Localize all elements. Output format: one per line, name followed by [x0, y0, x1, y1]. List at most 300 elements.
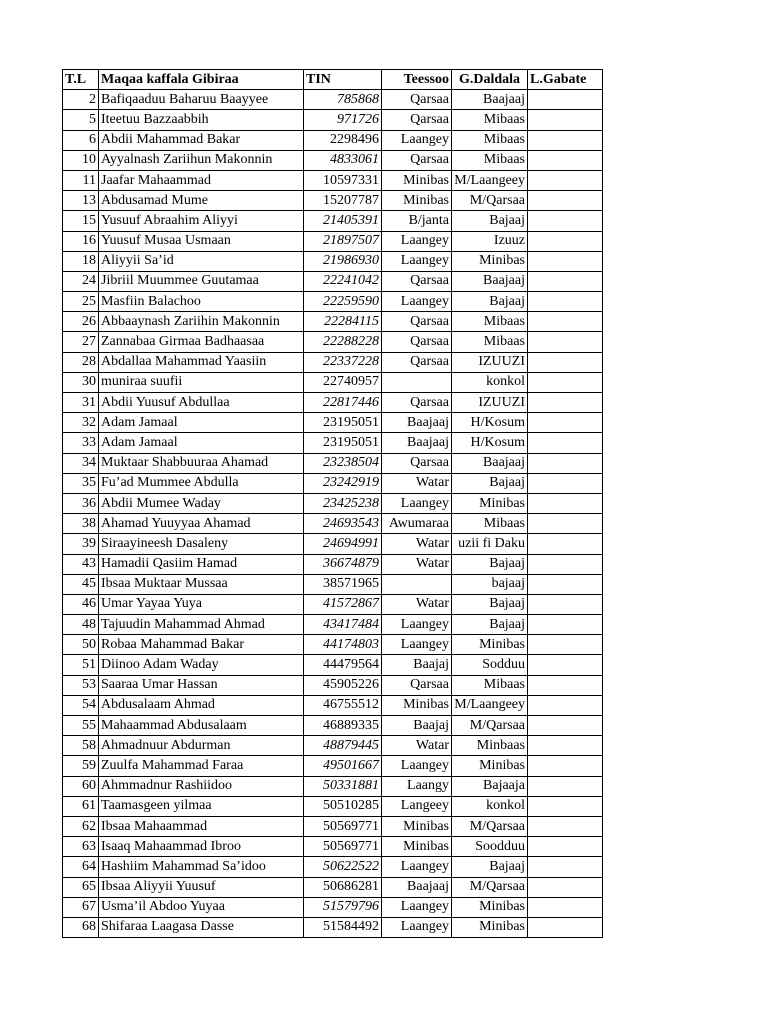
cell-gdaldala: M/Laangeey	[452, 695, 528, 715]
cell-teessoo: Qarsaa	[382, 150, 452, 170]
table-row	[63, 251, 603, 271]
cell-tl: 63	[63, 837, 99, 857]
table-row	[63, 675, 603, 695]
table-row	[63, 231, 603, 251]
table-row	[63, 433, 603, 453]
cell-lgabate	[528, 554, 603, 574]
table-row	[63, 150, 603, 170]
cell-teessoo: Baajaaj	[382, 413, 452, 433]
cell-name: Yusuuf Abraahim Aliyyi	[99, 211, 304, 231]
cell-tin: 22284115	[304, 312, 382, 332]
cell-gdaldala: Mibaas	[452, 675, 528, 695]
cell-lgabate	[528, 211, 603, 231]
cell-gdaldala: IZUUZI	[452, 352, 528, 372]
cell-teessoo: Qarsaa	[382, 271, 452, 291]
cell-tin: 23195051	[304, 413, 382, 433]
cell-teessoo: Laangey	[382, 615, 452, 635]
cell-tin: 21405391	[304, 211, 382, 231]
cell-gdaldala: Mibaas	[452, 312, 528, 332]
cell-tin: 51584492	[304, 917, 382, 937]
cell-name: Ibsaa Aliyyii Yuusuf	[99, 877, 304, 897]
cell-teessoo: Langeey	[382, 796, 452, 816]
cell-gdaldala: M/Qarsaa	[452, 816, 528, 836]
cell-gdaldala: Minibas	[452, 897, 528, 917]
cell-gdaldala: Minibas	[452, 917, 528, 937]
cell-teessoo: Laangey	[382, 130, 452, 150]
cell-teessoo: Baajaaj	[382, 433, 452, 453]
table-row	[63, 393, 603, 413]
table-row	[63, 776, 603, 796]
cell-tin: 49501667	[304, 756, 382, 776]
cell-name: Aliyyii Sa’id	[99, 251, 304, 271]
cell-gdaldala: konkol	[452, 796, 528, 816]
cell-tl: 34	[63, 453, 99, 473]
cell-teessoo: Minibas	[382, 695, 452, 715]
cell-gdaldala: Sodduu	[452, 655, 528, 675]
cell-tl: 6	[63, 130, 99, 150]
cell-tin: 22259590	[304, 292, 382, 312]
cell-tin: 38571965	[304, 574, 382, 594]
cell-tin: 10597331	[304, 170, 382, 190]
cell-tin: 22241042	[304, 271, 382, 291]
cell-tin: 50331881	[304, 776, 382, 796]
cell-tin: 971726	[304, 110, 382, 130]
cell-lgabate	[528, 251, 603, 271]
cell-lgabate	[528, 170, 603, 190]
table-row	[63, 90, 603, 110]
cell-teessoo: Laangey	[382, 251, 452, 271]
cell-teessoo: Minibas	[382, 837, 452, 857]
cell-name: Fu’ad Mummee Abdulla	[99, 473, 304, 493]
cell-teessoo: Laangey	[382, 635, 452, 655]
cell-tl: 15	[63, 211, 99, 231]
cell-tin: 44479564	[304, 655, 382, 675]
cell-tl: 54	[63, 695, 99, 715]
cell-lgabate	[528, 493, 603, 513]
table-row	[63, 473, 603, 493]
cell-tin: 50569771	[304, 837, 382, 857]
cell-gdaldala: Baajaaj	[452, 271, 528, 291]
cell-tin: 44174803	[304, 635, 382, 655]
cell-lgabate	[528, 917, 603, 937]
cell-teessoo: Watar	[382, 736, 452, 756]
cell-lgabate	[528, 675, 603, 695]
table-row	[63, 352, 603, 372]
cell-teessoo: Qarsaa	[382, 393, 452, 413]
header-name: Maqaa kaffala Gibiraa	[99, 70, 304, 90]
cell-gdaldala: H/Kosum	[452, 433, 528, 453]
cell-teessoo: Minibas	[382, 816, 452, 836]
table-row	[63, 534, 603, 554]
table-row	[63, 574, 603, 594]
cell-tin: 46755512	[304, 695, 382, 715]
cell-tl: 51	[63, 655, 99, 675]
cell-tin: 15207787	[304, 191, 382, 211]
cell-teessoo: Laangy	[382, 776, 452, 796]
table-row	[63, 110, 603, 130]
cell-tl: 46	[63, 594, 99, 614]
cell-lgabate	[528, 877, 603, 897]
cell-gdaldala: Bajaaj	[452, 292, 528, 312]
cell-lgabate	[528, 352, 603, 372]
table-row	[63, 271, 603, 291]
cell-lgabate	[528, 433, 603, 453]
header-row	[63, 70, 603, 90]
cell-gdaldala: Bajaaj	[452, 615, 528, 635]
cell-tin: 41572867	[304, 594, 382, 614]
cell-lgabate	[528, 615, 603, 635]
table-row	[63, 897, 603, 917]
cell-gdaldala: Izuuz	[452, 231, 528, 251]
header-teessoo: Teessoo	[382, 70, 452, 90]
cell-name: Masfiin Balachoo	[99, 292, 304, 312]
cell-gdaldala: uzii fi Daku	[452, 534, 528, 554]
cell-name: Ibsaa Muktaar Mussaa	[99, 574, 304, 594]
table-row	[63, 312, 603, 332]
cell-tl: 39	[63, 534, 99, 554]
cell-teessoo: Watar	[382, 473, 452, 493]
cell-lgabate	[528, 736, 603, 756]
cell-gdaldala: Bajaaj	[452, 473, 528, 493]
cell-lgabate	[528, 453, 603, 473]
cell-tl: 11	[63, 170, 99, 190]
header-gdaldala: G.Daldala	[452, 70, 528, 90]
cell-tin: 21986930	[304, 251, 382, 271]
cell-tl: 38	[63, 514, 99, 534]
table-row	[63, 877, 603, 897]
cell-tl: 2	[63, 90, 99, 110]
cell-lgabate	[528, 393, 603, 413]
cell-tin: 4833061	[304, 150, 382, 170]
cell-tl: 31	[63, 393, 99, 413]
cell-tin: 50622522	[304, 857, 382, 877]
cell-gdaldala: Bajaaja	[452, 776, 528, 796]
cell-tl: 26	[63, 312, 99, 332]
cell-tl: 25	[63, 292, 99, 312]
cell-gdaldala: M/Qarsaa	[452, 191, 528, 211]
cell-teessoo: Laangey	[382, 897, 452, 917]
cell-tl: 65	[63, 877, 99, 897]
cell-name: Ahmadnuur Abdurman	[99, 736, 304, 756]
cell-gdaldala: Bajaaj	[452, 857, 528, 877]
cell-name: Tajuudin Mahammad Ahmad	[99, 615, 304, 635]
cell-tl: 32	[63, 413, 99, 433]
cell-tl: 28	[63, 352, 99, 372]
cell-name: Ayyalnash Zariihun Makonnin	[99, 150, 304, 170]
cell-teessoo: Qarsaa	[382, 332, 452, 352]
cell-lgabate	[528, 130, 603, 150]
cell-tin: 23242919	[304, 473, 382, 493]
cell-teessoo: Laangey	[382, 756, 452, 776]
cell-teessoo: Laangey	[382, 231, 452, 251]
cell-name: Siraayineesh Dasaleny	[99, 534, 304, 554]
cell-tl: 10	[63, 150, 99, 170]
cell-gdaldala: M/Qarsaa	[452, 716, 528, 736]
cell-name: Adam Jamaal	[99, 433, 304, 453]
cell-gdaldala: Soodduu	[452, 837, 528, 857]
cell-teessoo: Qarsaa	[382, 110, 452, 130]
cell-lgabate	[528, 534, 603, 554]
table-row	[63, 292, 603, 312]
cell-teessoo: Minibas	[382, 170, 452, 190]
cell-tin: 46889335	[304, 716, 382, 736]
cell-name: Isaaq Mahaammad Ibroo	[99, 837, 304, 857]
cell-tl: 68	[63, 917, 99, 937]
cell-name: Robaa Mahammad Bakar	[99, 635, 304, 655]
cell-teessoo: Awumaraa	[382, 514, 452, 534]
table-row	[63, 816, 603, 836]
cell-name: Iteetuu Bazzaabbih	[99, 110, 304, 130]
table-row	[63, 655, 603, 675]
header-lgabate: L.Gabate	[528, 70, 603, 90]
cell-gdaldala: Minibas	[452, 251, 528, 271]
cell-name: Shifaraa Laagasa Dasse	[99, 917, 304, 937]
cell-lgabate	[528, 413, 603, 433]
table-row	[63, 615, 603, 635]
cell-tl: 64	[63, 857, 99, 877]
cell-tin: 22288228	[304, 332, 382, 352]
table-body	[63, 90, 603, 938]
cell-lgabate	[528, 231, 603, 251]
cell-name: Hamadii Qasiim Hamad	[99, 554, 304, 574]
table-row	[63, 917, 603, 937]
cell-name: Hashiim Mahammad Sa’idoo	[99, 857, 304, 877]
cell-lgabate	[528, 756, 603, 776]
cell-tl: 53	[63, 675, 99, 695]
cell-name: Zuulfa Mahammad Faraa	[99, 756, 304, 776]
cell-name: Ahmmadnur Rashiidoo	[99, 776, 304, 796]
cell-lgabate	[528, 857, 603, 877]
cell-tin: 22740957	[304, 372, 382, 392]
cell-gdaldala: Baajaaj	[452, 90, 528, 110]
cell-lgabate	[528, 695, 603, 715]
cell-name: Mahaammad Abdusalaam	[99, 716, 304, 736]
cell-gdaldala: Bajaaj	[452, 554, 528, 574]
cell-lgabate	[528, 473, 603, 493]
cell-gdaldala: Minibas	[452, 493, 528, 513]
table-row	[63, 716, 603, 736]
cell-name: Abdallaa Mahammad Yaasiin	[99, 352, 304, 372]
cell-teessoo	[382, 574, 452, 594]
cell-name: Jaafar Mahaammad	[99, 170, 304, 190]
cell-tin: 50686281	[304, 877, 382, 897]
cell-tin: 43417484	[304, 615, 382, 635]
cell-gdaldala: Mibaas	[452, 514, 528, 534]
cell-name: Taamasgeen yilmaa	[99, 796, 304, 816]
cell-gdaldala: Baajaaj	[452, 453, 528, 473]
cell-lgabate	[528, 90, 603, 110]
cell-teessoo: Qarsaa	[382, 352, 452, 372]
cell-name: Diinoo Adam Waday	[99, 655, 304, 675]
cell-tin: 50510285	[304, 796, 382, 816]
cell-tin: 22337228	[304, 352, 382, 372]
cell-tin: 45905226	[304, 675, 382, 695]
cell-teessoo: B/janta	[382, 211, 452, 231]
cell-name: Ibsaa Mahaammad	[99, 816, 304, 836]
cell-teessoo: Watar	[382, 554, 452, 574]
cell-tin: 48879445	[304, 736, 382, 756]
cell-gdaldala: M/Laangeey	[452, 170, 528, 190]
cell-lgabate	[528, 110, 603, 130]
cell-name: Jibriil Muummee Guutamaa	[99, 271, 304, 291]
cell-tl: 5	[63, 110, 99, 130]
cell-name: Abdusamad Mume	[99, 191, 304, 211]
cell-tl: 36	[63, 493, 99, 513]
cell-tin: 24693543	[304, 514, 382, 534]
table-row	[63, 594, 603, 614]
cell-lgabate	[528, 271, 603, 291]
cell-tin: 22817446	[304, 393, 382, 413]
cell-name: Ahamad Yuuyyaa Ahamad	[99, 514, 304, 534]
cell-gdaldala: Mibaas	[452, 150, 528, 170]
cell-teessoo: Qarsaa	[382, 90, 452, 110]
cell-gdaldala: Bajaaj	[452, 594, 528, 614]
table-row	[63, 372, 603, 392]
cell-name: Zannabaa Girmaa Badhaasaa	[99, 332, 304, 352]
table-row	[63, 413, 603, 433]
table-row	[63, 170, 603, 190]
cell-lgabate	[528, 776, 603, 796]
cell-name: Usma’il Abdoo Yuyaa	[99, 897, 304, 917]
cell-tin: 23425238	[304, 493, 382, 513]
cell-tl: 59	[63, 756, 99, 776]
cell-tin: 23195051	[304, 433, 382, 453]
table-row	[63, 756, 603, 776]
cell-name: Saaraa Umar Hassan	[99, 675, 304, 695]
cell-name: Bafiqaaduu Baharuu Baayyee	[99, 90, 304, 110]
cell-tin: 23238504	[304, 453, 382, 473]
cell-teessoo: Laangey	[382, 292, 452, 312]
cell-name: Yuusuf Musaa Usmaan	[99, 231, 304, 251]
cell-tin: 50569771	[304, 816, 382, 836]
cell-lgabate	[528, 372, 603, 392]
cell-tl: 30	[63, 372, 99, 392]
cell-lgabate	[528, 594, 603, 614]
cell-lgabate	[528, 716, 603, 736]
cell-gdaldala: bajaaj	[452, 574, 528, 594]
cell-tl: 24	[63, 271, 99, 291]
cell-teessoo: Baajaj	[382, 655, 452, 675]
cell-lgabate	[528, 191, 603, 211]
cell-name: Adam Jamaal	[99, 413, 304, 433]
cell-lgabate	[528, 514, 603, 534]
cell-lgabate	[528, 150, 603, 170]
cell-teessoo: Qarsaa	[382, 312, 452, 332]
cell-tin: 2298496	[304, 130, 382, 150]
cell-tin: 51579796	[304, 897, 382, 917]
cell-teessoo: Watar	[382, 534, 452, 554]
cell-name: muniraa suufii	[99, 372, 304, 392]
cell-tl: 50	[63, 635, 99, 655]
cell-lgabate	[528, 574, 603, 594]
cell-name: Muktaar Shabbuuraa Ahamad	[99, 453, 304, 473]
cell-lgabate	[528, 655, 603, 675]
cell-tin: 785868	[304, 90, 382, 110]
table-row	[63, 736, 603, 756]
cell-lgabate	[528, 816, 603, 836]
cell-gdaldala: konkol	[452, 372, 528, 392]
cell-lgabate	[528, 796, 603, 816]
table-row	[63, 635, 603, 655]
cell-gdaldala: M/Qarsaa	[452, 877, 528, 897]
cell-tin: 21897507	[304, 231, 382, 251]
cell-lgabate	[528, 897, 603, 917]
cell-tl: 45	[63, 574, 99, 594]
cell-tl: 55	[63, 716, 99, 736]
cell-tin: 24694991	[304, 534, 382, 554]
cell-teessoo: Qarsaa	[382, 453, 452, 473]
table-row	[63, 554, 603, 574]
table-row	[63, 211, 603, 231]
cell-gdaldala: Minibas	[452, 635, 528, 655]
cell-gdaldala: Mibaas	[452, 130, 528, 150]
cell-teessoo: Laangey	[382, 917, 452, 937]
header-tin: TIN	[304, 70, 382, 90]
cell-tl: 48	[63, 615, 99, 635]
cell-teessoo: Watar	[382, 594, 452, 614]
cell-tl: 62	[63, 816, 99, 836]
cell-gdaldala: H/Kosum	[452, 413, 528, 433]
cell-name: Abdii Mumee Waday	[99, 493, 304, 513]
cell-name: Umar Yayaa Yuya	[99, 594, 304, 614]
cell-gdaldala: Mibaas	[452, 332, 528, 352]
cell-tl: 58	[63, 736, 99, 756]
cell-teessoo	[382, 372, 452, 392]
cell-lgabate	[528, 312, 603, 332]
cell-gdaldala: Minbaas	[452, 736, 528, 756]
cell-tl: 67	[63, 897, 99, 917]
cell-gdaldala: Bajaaj	[452, 211, 528, 231]
table-row	[63, 514, 603, 534]
cell-teessoo: Laangey	[382, 493, 452, 513]
cell-name: Abbaaynash Zariihin Makonnin	[99, 312, 304, 332]
cell-tl: 35	[63, 473, 99, 493]
cell-lgabate	[528, 332, 603, 352]
cell-tl: 33	[63, 433, 99, 453]
header-tl: T.L	[63, 70, 99, 90]
table-row	[63, 837, 603, 857]
cell-lgabate	[528, 292, 603, 312]
cell-gdaldala: IZUUZI	[452, 393, 528, 413]
taxpayer-table	[62, 69, 603, 938]
cell-teessoo: Baajaj	[382, 716, 452, 736]
cell-lgabate	[528, 635, 603, 655]
cell-tl: 60	[63, 776, 99, 796]
table-row	[63, 332, 603, 352]
table-row	[63, 453, 603, 473]
cell-tin: 36674879	[304, 554, 382, 574]
cell-gdaldala: Minibas	[452, 756, 528, 776]
table-row	[63, 695, 603, 715]
cell-tl: 61	[63, 796, 99, 816]
cell-gdaldala: Mibaas	[452, 110, 528, 130]
cell-teessoo: Minibas	[382, 191, 452, 211]
cell-name: Abdusalaam Ahmad	[99, 695, 304, 715]
cell-tl: 13	[63, 191, 99, 211]
cell-name: Abdii Mahammad Bakar	[99, 130, 304, 150]
table-row	[63, 857, 603, 877]
cell-tl: 16	[63, 231, 99, 251]
table-row	[63, 130, 603, 150]
cell-name: Abdii Yuusuf Abdullaa	[99, 393, 304, 413]
cell-tl: 27	[63, 332, 99, 352]
table-row	[63, 191, 603, 211]
cell-tl: 18	[63, 251, 99, 271]
cell-lgabate	[528, 837, 603, 857]
cell-tl: 43	[63, 554, 99, 574]
table-row	[63, 796, 603, 816]
cell-teessoo: Laangey	[382, 857, 452, 877]
